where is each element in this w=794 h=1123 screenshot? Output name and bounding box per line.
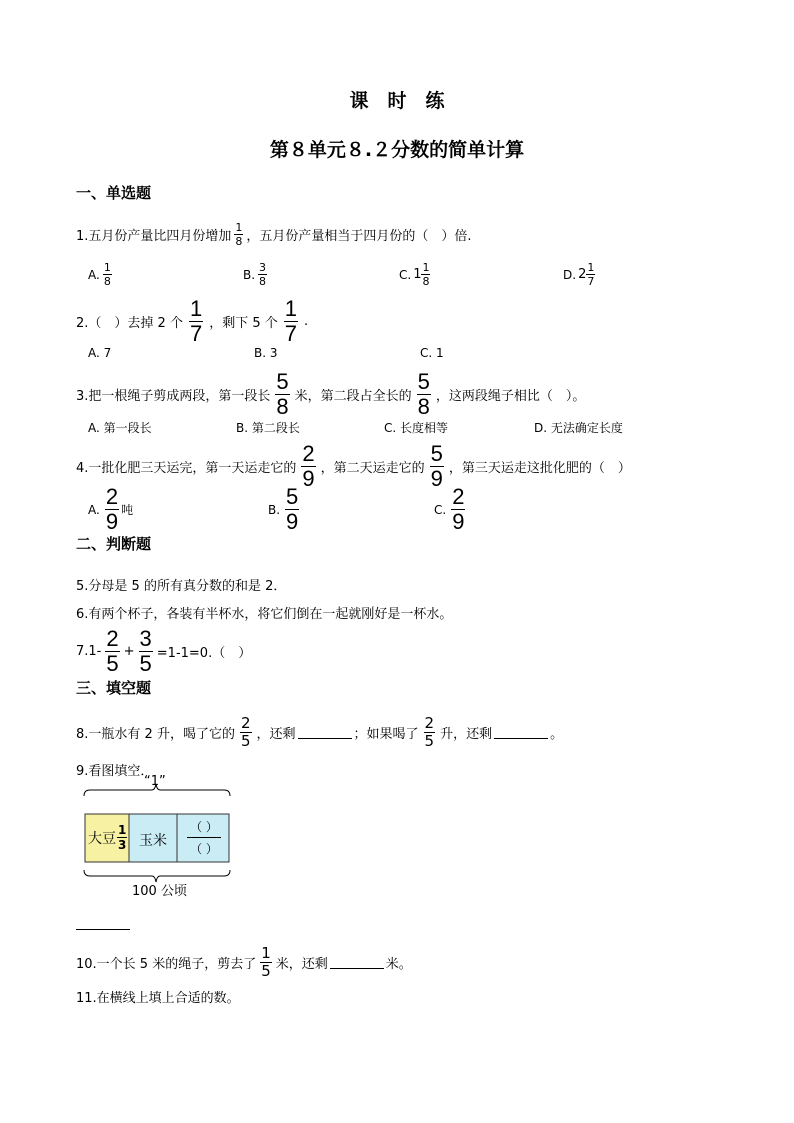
question-6: 6.有两个杯子，各装有半杯水，将它们倒在一起就刚好是一杯水。 [76,607,453,622]
total-label: 100 公顷 [132,884,187,899]
question-text: ，五月份产量相当于四月份的（ ）倍. [246,229,472,244]
soy-label: 大豆 $\frac{1}{3}$ [88,823,127,852]
section-heading-true-false: 二、判断题 [76,535,152,553]
answer-blank[interactable] [330,956,384,969]
question-9: 9.看图填空． [76,764,154,779]
section-heading-fill-blank: 三、填空题 [76,679,152,697]
option-a[interactable]: A. 第一段长 [88,421,152,435]
option-a[interactable]: A. 7 [88,346,112,360]
answer-blank[interactable] [76,929,130,930]
option-a[interactable]: A. $\frac{2}{9}$ 吨 [88,484,134,534]
option-d[interactable]: D. 2 $\frac{1}{7}$ [563,261,595,288]
question-8: 8.一瓶水有 2 升，喝了它的 $\frac{2}{5}$ ，还剩 ；如果喝了 $\frac{2}{5}$ 升，还剩 。 [76,714,564,750]
page-subtitle: 第８单元８.２分数的简单计算 [269,139,525,161]
question-4: 4.一批化肥三天运完，第一天运走它的 $\frac{2}{9}$ ，第二天运走它的 $\frac{5}{9}$ ，第三天运走这批化肥的（ ） [76,441,631,491]
option-c[interactable]: C. $\frac{2}{9}$ [434,484,465,534]
question-10: 10.一个长 5 米的绳子，剪去了 $\frac{1}{5}$ 米，还剩 米。 [76,944,412,980]
option-d[interactable]: D. 无法确定长度 [534,421,623,435]
answer-blank[interactable] [298,726,352,739]
question-5: 5.分母是 5 的所有真分数的和是 2． [76,579,287,594]
question-11: 11.在横线上填上合适的数。 [76,991,240,1006]
section-heading-single-choice: 一、单选题 [76,184,152,202]
question-2: 2.（ ）去掉 2 个 $\frac{1}{7}$ ，剩下 5 个 $\frac{1}{7}$ . [76,296,309,346]
option-a[interactable]: A. $\frac{1}{8}$ [88,261,111,288]
question-3: 3.把一根绳子剪成两段，第一段长 $\frac{5}{8}$ 米，第二段占全长的 $\frac{5}{8}$ ，这两段绳子相比（ ）。 [76,369,586,419]
answer-blank[interactable] [494,726,548,739]
question-1 [76,222,472,247]
option-b[interactable]: B. 3 [254,346,278,360]
option-b[interactable]: B. $\frac{5}{9}$ [268,484,299,534]
question-7: 7.1- $\frac{2}{5}$ + $\frac{3}{5}$ =1-1=0.（ ） [76,626,252,676]
option-b[interactable]: B. $\frac{3}{8}$ [243,261,267,288]
page-title: 课 时 练 [349,90,445,112]
question-text: 1.五月份产量比四月份增加 [76,229,232,244]
option-c[interactable]: C. 长度相等 [384,421,449,435]
unknown-fraction[interactable]: （ ） （ ） [186,818,222,857]
whole-label: “1” [144,774,166,789]
fraction: $\frac{1}{8}$ [235,221,243,248]
option-c[interactable]: C. 1 [420,346,444,360]
option-b[interactable]: B. 第二段长 [236,421,300,435]
option-c[interactable]: C. 1 $\frac{1}{8}$ [399,261,430,288]
corn-label: 玉米 [139,833,167,849]
fraction-diagram [82,774,232,900]
